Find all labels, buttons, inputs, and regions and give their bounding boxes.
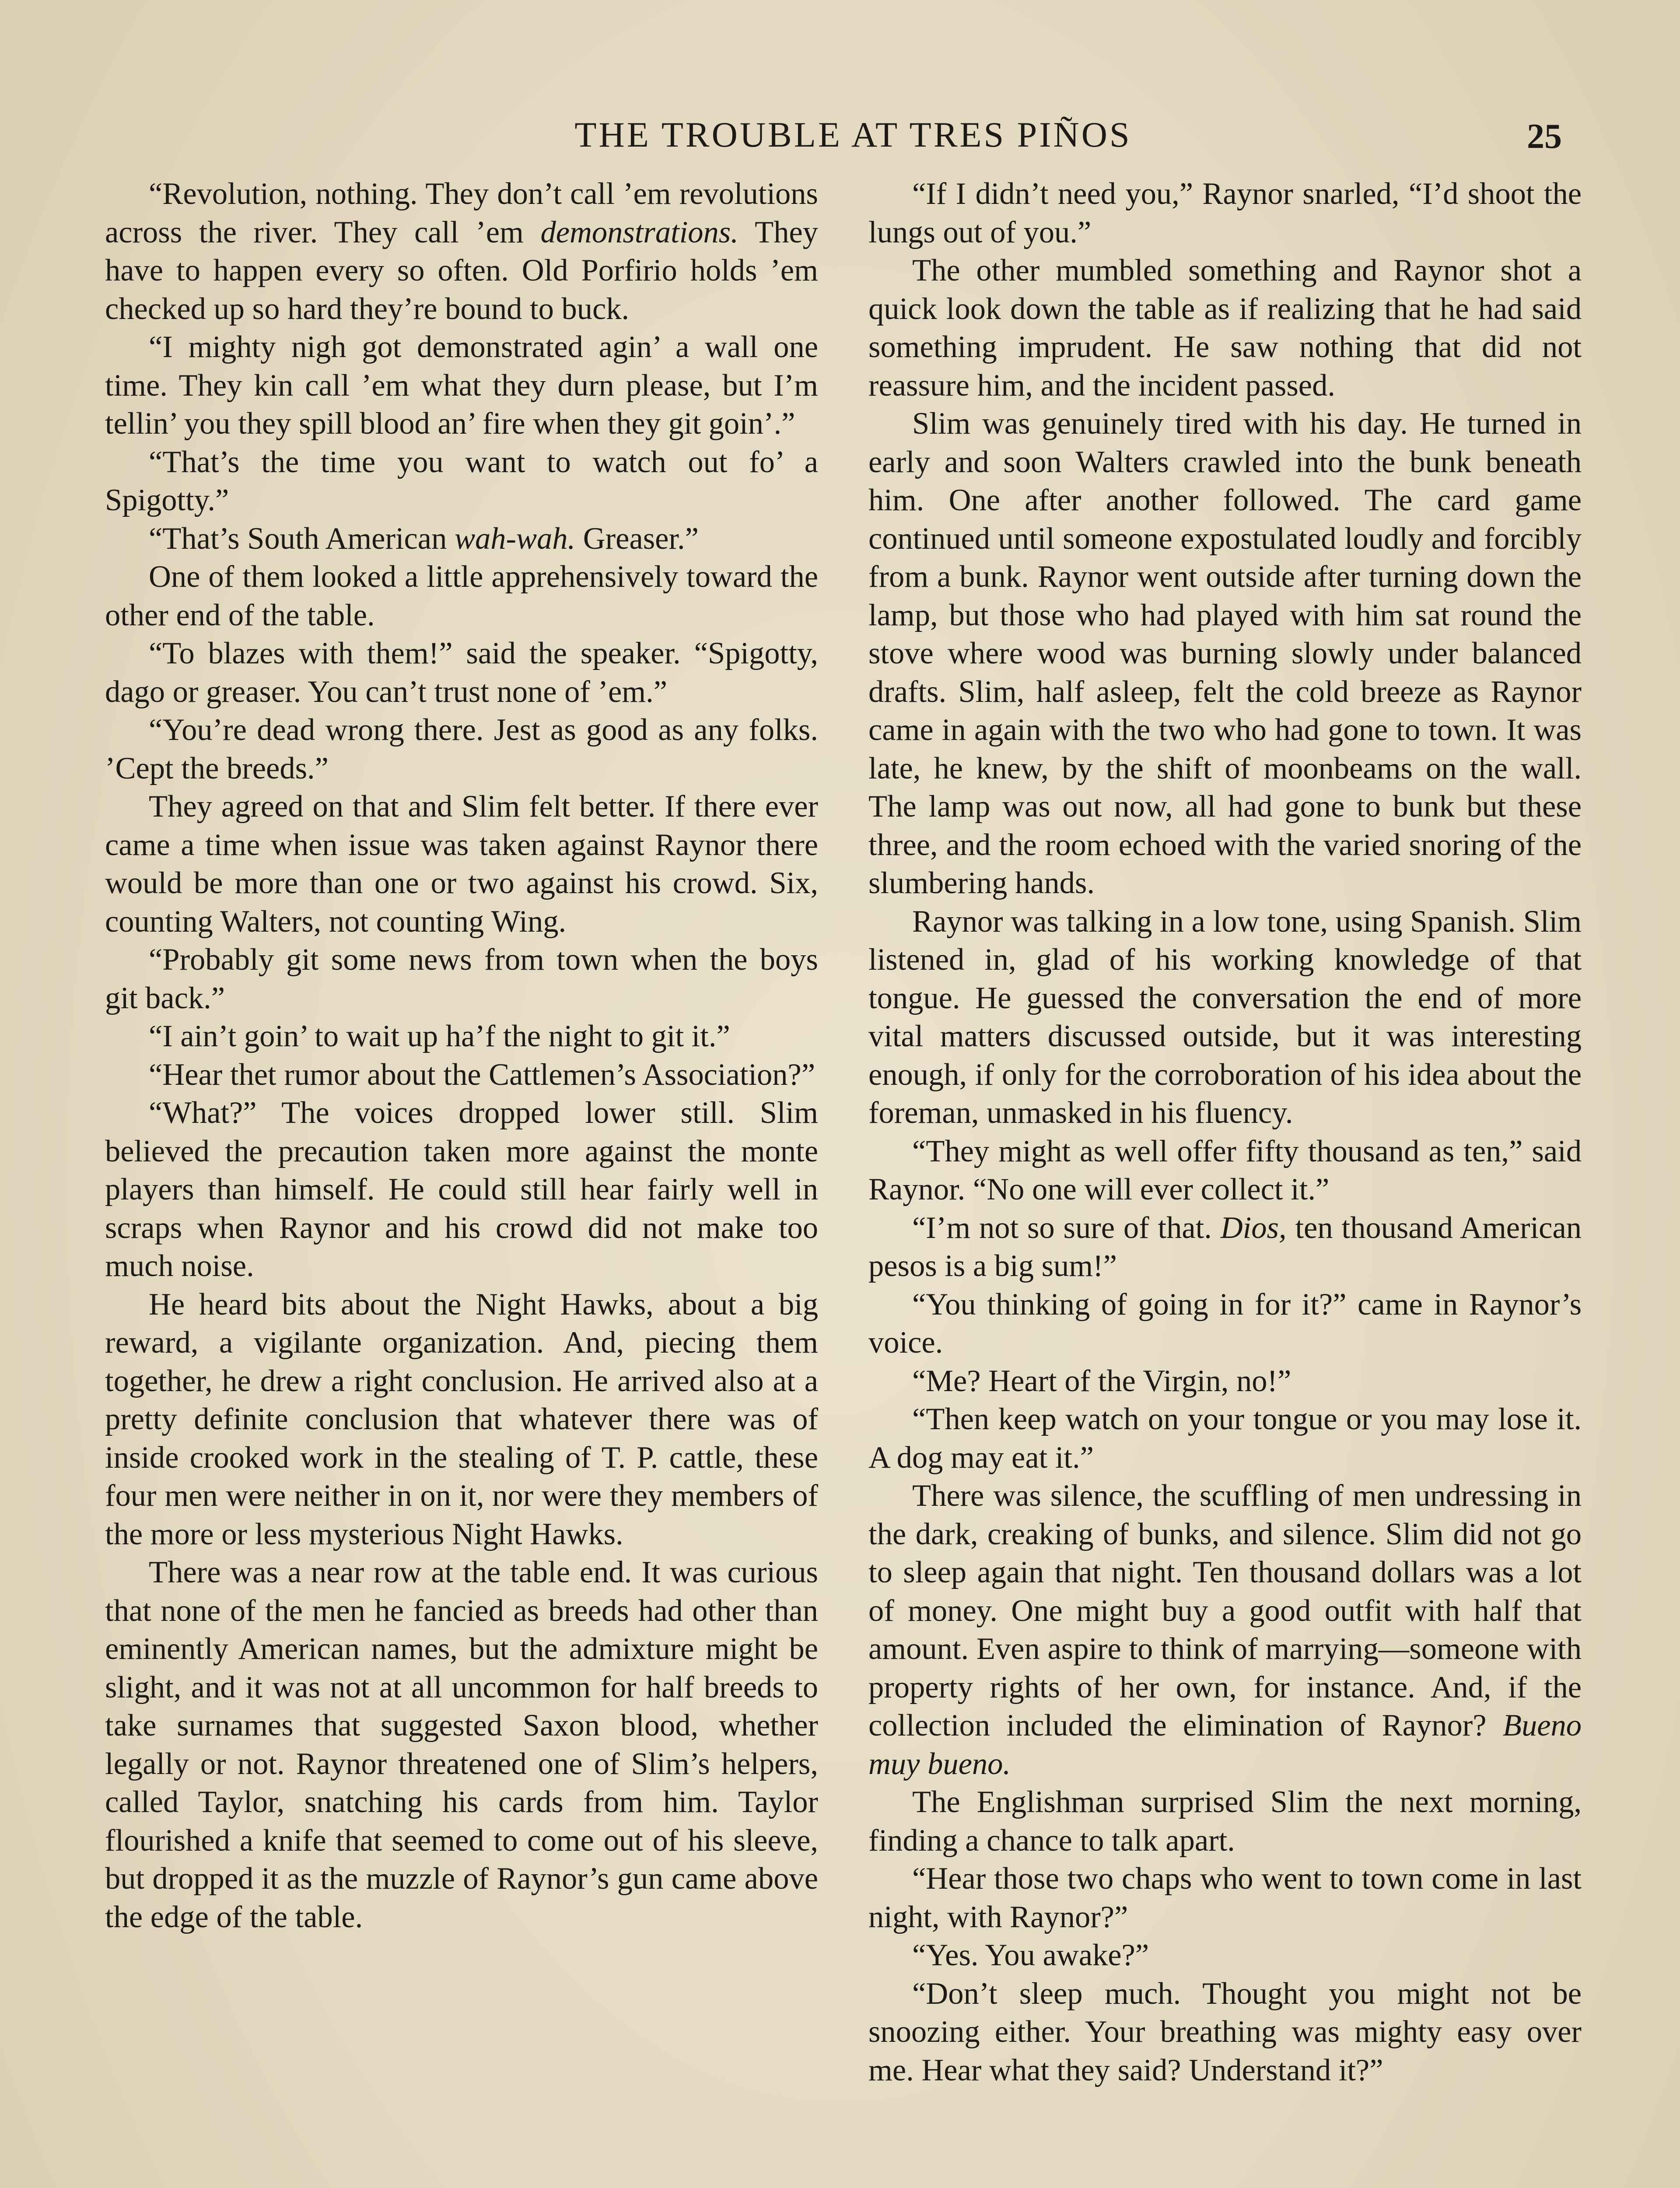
text-run: “Hear those two chaps who went to town come in last night, with Raynor?” <box>868 1862 1582 1934</box>
text-run: He heard bits about the Night Hawks, about a big reward, a vigilante organization. And, piecing them together, he drew a right conclusion. He arrived also at a pretty definite conclusion that whatever there was of inside crooked work in the stealing of T. P. cattle, these four men were neither in on it, nor were they members of the more or less mysterious Night Hawks. <box>105 1287 818 1551</box>
text-run: Raynor was talking in a low tone, using Spanish. Slim listened in, glad of his working knowledge of that tongue. He guessed the conversation the end of more vital matters discussed outside, but it was interesting enough, if only for the corroboration of his idea about the foreman, unmasked in his fluency. <box>868 904 1582 1130</box>
right-column-paragraph <box>868 1860 1582 1936</box>
left-column-paragraph <box>105 941 818 1017</box>
text-run: “Then keep watch on your tongue or you may lose it. A dog may eat it.” <box>868 1402 1582 1475</box>
left-column-paragraph <box>105 1094 818 1286</box>
left-column-paragraph <box>105 328 818 443</box>
italic-phrase: Bueno muy bueno. <box>868 1708 1582 1781</box>
italic-phrase: demonstrations. <box>540 215 738 249</box>
text-run: “I ain’t goin’ to wait up ha’f the night to git it.” <box>149 1019 730 1053</box>
text-run: They have to happen every so often. Old Porfirio holds ’em checked up so hard they’re bound to buck. <box>105 215 818 326</box>
left-column-paragraph <box>105 1017 818 1056</box>
text-run: “Me? Heart of the Virgin, no!” <box>912 1364 1292 1398</box>
right-column-paragraph <box>868 1286 1582 1362</box>
italic-phrase: wah-wah. <box>454 521 576 556</box>
text-run: “I’m not so sure of that. <box>912 1210 1221 1245</box>
left-column-paragraph <box>105 175 818 328</box>
left-column-paragraph <box>105 788 818 941</box>
text-run: Slim was genuinely tired with his day. He turned in early and soon Walters crawled into the bunk beneath him. One after another followed. The card game continued until someone expostulated loudly and forcibly from a bunk. Raynor went outside after turning down the lamp, but those who had played with him sat round the stove where wood was burning slowly under balanced drafts. Slim, half asleep, felt the cold breeze as Raynor came in again with the two who had gone to town. It was late, he knew, by the shift of moonbeams on the wall. The lamp was out now, all had gone to bunk but these three, and the room echoed with the varied snoring of the slumbering hands. <box>868 407 1582 900</box>
right-column-paragraph <box>868 1936 1582 1975</box>
left-column-paragraph <box>105 635 818 711</box>
running-head: THE TROUBLE AT TRES PIÑOS <box>574 115 1132 154</box>
left-column-paragraph <box>105 1056 818 1094</box>
text-run: “What?” The voices dropped lower still. Slim believed the precaution taken more against the monte players than himself. He could still hear fairly well in scraps when Raynor and his crowd did not make too much noise. <box>105 1096 818 1283</box>
right-column-paragraph <box>868 252 1582 405</box>
text-run: One of them looked a little apprehensively toward the other end of the table. <box>105 560 818 632</box>
right-column-paragraph <box>868 1209 1582 1286</box>
text-run: The other mumbled something and Raynor shot a quick look down the table as if realizing that he had said something imprudent. He saw nothing that did not reassure him, and the incident passed. <box>868 253 1582 403</box>
text-run: The Englishman surprised Slim the next morning, finding a chance to talk apart. <box>868 1785 1582 1858</box>
text-run: “That’s South American <box>149 521 455 556</box>
left-column-paragraph <box>105 558 818 635</box>
text-run: “Yes. You awake?” <box>912 1938 1149 1972</box>
right-column-paragraph <box>868 405 1582 903</box>
right-column-paragraph <box>868 903 1582 1133</box>
italic-phrase: Dios, <box>1220 1210 1287 1245</box>
right-column-paragraph <box>868 1975 1582 2090</box>
text-run: “Hear thet rumor about the Cattlemen’s Association?” <box>149 1057 816 1092</box>
text-run: “Don’t sleep much. Thought you might not be snoozing either. Your breathing was mighty easy over me. Hear what they said? Understand it?” <box>868 1976 1582 2087</box>
left-column-paragraph <box>105 1553 818 1936</box>
text-run: There was a near row at the table end. It was curious that none of the men he fancied as breeds had other than eminently American names, but the admixture might be slight, and it was not at all uncommon for half breeds to take surnames that suggested Saxon blood, whether legally or not. Raynor threatened one of Slim’s helpers, called Taylor, snatching his cards from him. Taylor flourished a knife that seemed to come out of his sleeve, but dropped it as the muzzle of Raynor’s gun came above the edge of the table. <box>105 1555 818 1934</box>
text-run: Greaser.” <box>575 521 699 556</box>
left-text-column <box>105 175 818 1936</box>
left-column-paragraph <box>105 520 818 558</box>
right-column-paragraph <box>868 1400 1582 1477</box>
right-column-paragraph <box>868 1133 1582 1209</box>
right-column-paragraph <box>868 1362 1582 1401</box>
text-run: “You thinking of going in for it?” came in Raynor’s voice. <box>868 1287 1582 1360</box>
text-run: They agreed on that and Slim felt better. If there ever came a time when issue was taken against Raynor there would be more than one or two against his crowd. Six, counting Walters, not counting Wing. <box>105 789 818 939</box>
text-run: “Probably git some news from town when the boys git back.” <box>105 943 818 1015</box>
text-run: “I mighty nigh got demonstrated agin’ a wall one time. They kin call ’em what they durn please, but I’m tellin’ you they spill blood an’ fire when they git goin’.” <box>105 330 818 441</box>
text-run: “Revolution, nothing. They don’t call ’em revolutions across the river. They call ’em <box>105 177 818 249</box>
text-run: ten thousand American pesos is a big sum!” <box>868 1210 1582 1283</box>
text-run: “You’re dead wrong there. Jest as good as any folks. ’Cept the breeds.” <box>105 713 818 785</box>
text-run: “If I didn’t need you,” Raynor snarled, “I’d shoot the lungs out of you.” <box>868 177 1582 249</box>
right-text-column <box>868 175 1582 2090</box>
text-run: “To blazes with them!” said the speaker. “Spigotty, dago or greaser. You can’t trust none of ’em.” <box>105 636 818 709</box>
right-column-paragraph <box>868 175 1582 252</box>
page-number: 25 <box>1527 117 1562 156</box>
left-column-paragraph <box>105 443 818 520</box>
text-run: “That’s the time you want to watch out fo’ a Spigotty.” <box>105 445 818 517</box>
left-column-paragraph <box>105 711 818 788</box>
left-column-paragraph <box>105 1286 818 1554</box>
right-column-paragraph <box>868 1477 1582 1783</box>
right-column-paragraph <box>868 1783 1582 1860</box>
text-run: There was silence, the scuffling of men undressing in the dark, creaking of bunks, and silence. Slim did not go to sleep again that night. Ten thousand dollars was a lot of money. One might buy a good outfit with half that amount. Even aspire to think of marrying—someone with property rights of her own, for instance. And, if the collection included the elimination of Raynor? <box>868 1479 1582 1743</box>
text-run: “They might as well offer fifty thousand as ten,” said Raynor. “No one will ever collect it.” <box>868 1134 1582 1206</box>
